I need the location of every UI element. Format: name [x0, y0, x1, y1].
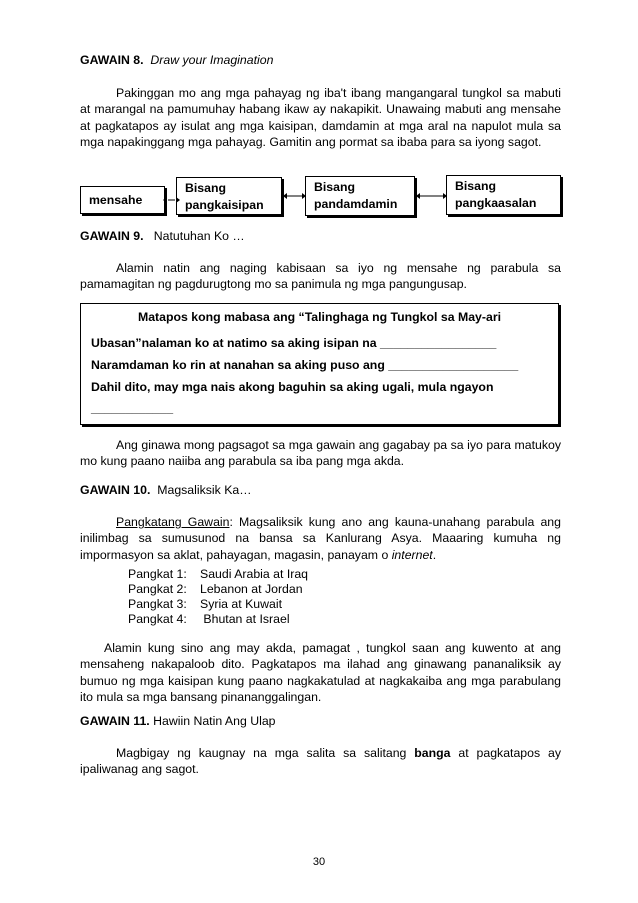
- group-item: Pangkat 4: Bhutan at Israel: [128, 612, 290, 626]
- gawain-8-heading: GAWAIN 8. Draw your Imagination: [80, 53, 274, 67]
- page-number: 30: [312, 856, 326, 868]
- gawain-9-paragraph: Alamin natin ang naging kabisaan sa iyo ng mensahe ng parabula sa pamamagitan ng pagdurugtong mo sa panimula ng mga pangungusap.: [80, 261, 561, 292]
- gawain-11-heading: GAWAIN 11. Hawiin Natin Ang Ulap: [80, 714, 276, 728]
- gawain-9-after-paragraph: Ang ginawa mong pagsagot sa mga gawain ang gagabay pa sa iyo para matukoy mo kung paano naiiba ang parabula sa iba pang mga akda.: [80, 438, 561, 469]
- reflection-box: [80, 303, 559, 425]
- diagram-box-mensahe: mensahe: [80, 186, 165, 214]
- diagram-box-pangkaisipan: Bisang pangkaisipan: [176, 177, 282, 215]
- diagram-box-pandamdamin: Bisang pandamdamin: [305, 176, 415, 216]
- group-item: Pangkat 2: Lebanon at Jordan: [128, 582, 303, 596]
- gawain-8-paragraph: Pakinggan mo ang mga pahayag ng iba't ibang mangangaral tungkol sa mabuti at marangal na pamumuhay habang ikaw ay nakapikit. Unawaing mabuti ang mensahe at pagkatapos ay isulat ang mga kaisipan, damdamin at mga aral na napulot mula sa mga napakinggang mga pahayag. Gamitin ang pormat sa ibaba para sa iyong sagot.: [80, 86, 561, 149]
- reflection-line-4: ____________: [91, 401, 174, 415]
- gawain-10-paragraph: Alamin kung sino ang may akda, pamagat , tungkol saan ang kuwento at ang mensaheng nakapaloob dito. Pagkatapos ma ilahad ang ginawang pananaliksik ay bumuo ng mga kaisipan kung paano nagkakatulad at nagkakaiba ang mga parabulang ito mula sa mga bansang pinananggalingan.: [80, 641, 561, 704]
- reflection-line-3: Dahil dito, may mga nais akong baguhin sa aking ugali, mula ngayon: [91, 380, 494, 394]
- diagram-box-pangkaasalan: Bisang pangkaasalan: [446, 175, 561, 215]
- reflection-line-2: Naramdaman ko rin at nanahan sa aking puso ang ___________________: [91, 358, 519, 372]
- gawain-11-paragraph: Magbigay ng kaugnay na mga salita sa salitang banga at pagkatapos ay ipaliwanag ang sagot.: [80, 746, 561, 777]
- gawain-9-heading: GAWAIN 9. Natutuhan Ko …: [80, 229, 245, 243]
- gawain-10-heading: GAWAIN 10. Magsaliksik Ka…: [80, 483, 252, 497]
- task-label: Pangkatang Gawain: [116, 515, 230, 529]
- gawain-10-task-paragraph: Pangkatang Gawain: Magsaliksik kung ano ang kauna-unahang parabula ang inilimbag sa sumusunod na bansa sa Kanlurang Asya. Maaaring kumuha ng impormasyon sa aklat, pahayagan, magasin, panayam o internet.: [80, 515, 561, 562]
- reflection-box-title: Matapos kong mabasa ang “Talinghaga ng Tungkol sa May-ari: [137, 310, 502, 324]
- group-item: Pangkat 3: Syria at Kuwait: [128, 597, 283, 611]
- reflection-line-1: Ubasan”nalaman ko at natimo sa aking isipan na _________________: [91, 336, 497, 350]
- group-item: Pangkat 1: Saudi Arabia at Iraq: [128, 567, 309, 581]
